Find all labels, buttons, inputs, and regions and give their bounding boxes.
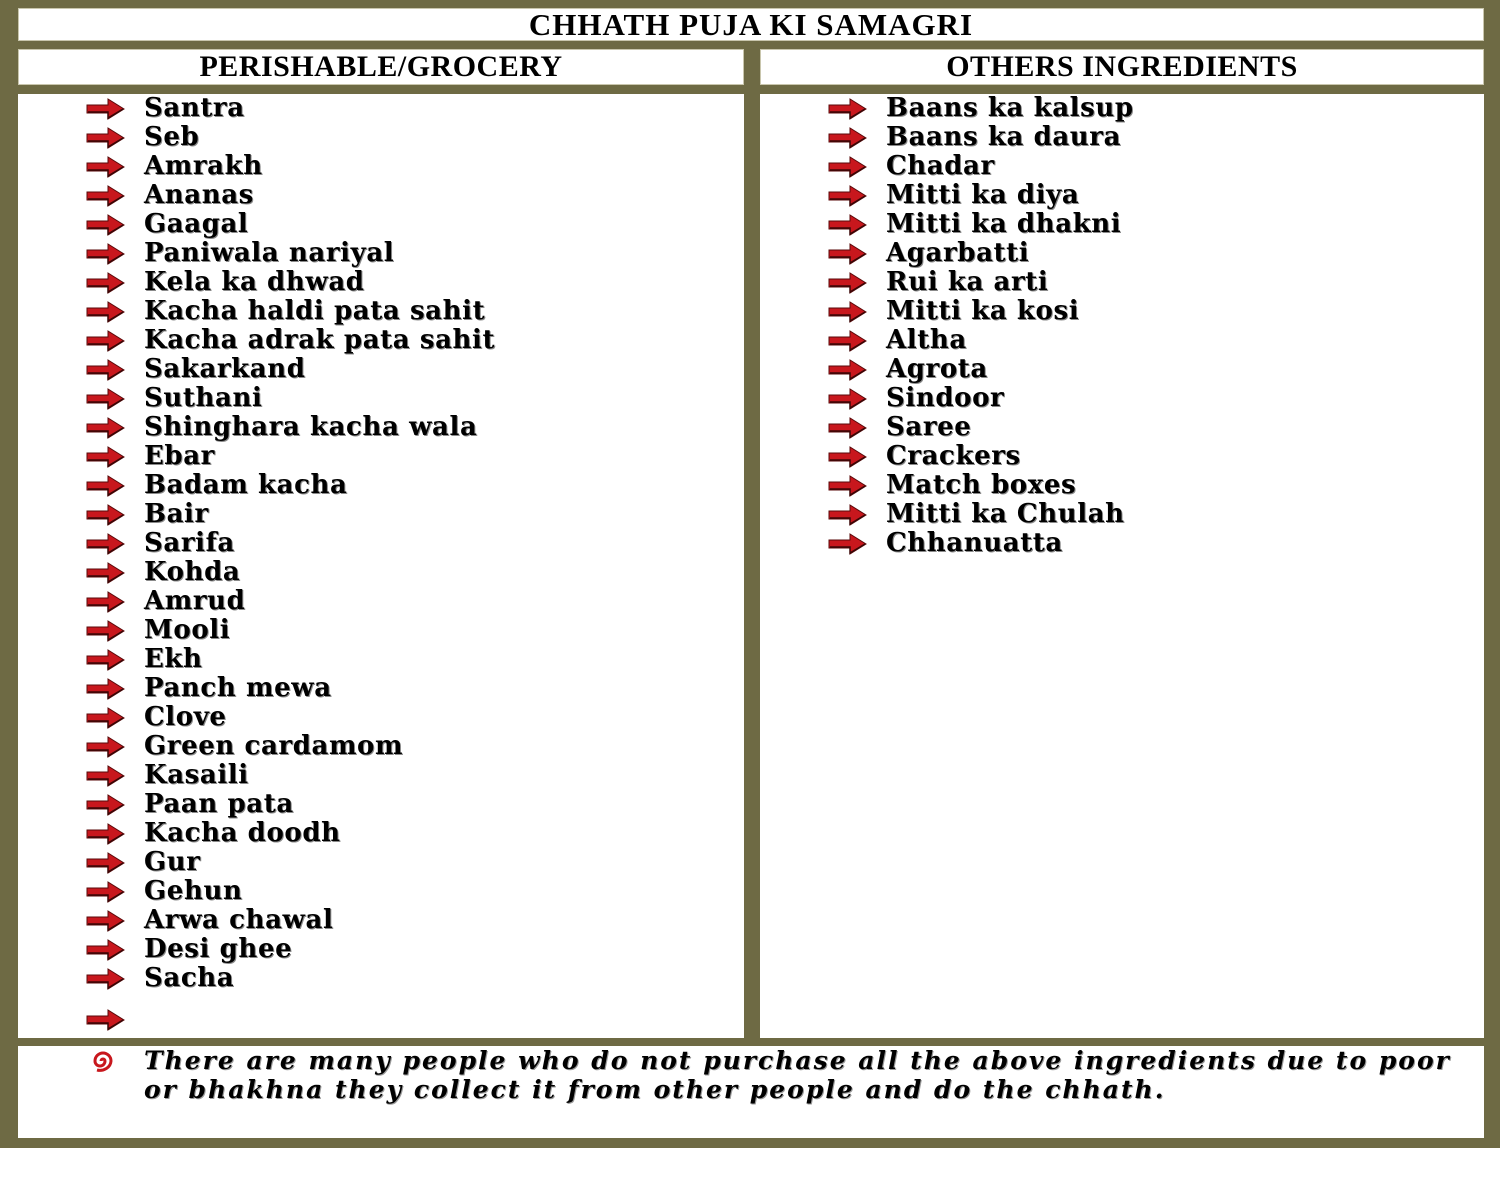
list-item-label: Agrota [886,354,988,384]
list-item-label: Ebar [144,441,215,471]
list-item-label: Seb [144,122,200,152]
red-arrow-icon [86,504,126,526]
red-arrow-icon [86,330,126,352]
list-item-label: Sarifa [144,528,235,558]
list-item-label: Mitti ka diya [886,180,1080,210]
list-item [828,239,1134,268]
red-arrow-icon [86,678,126,700]
list-item [86,384,495,413]
red-arrow-icon [828,185,868,207]
list-item-label: Kacha haldi pata sahit [144,296,486,326]
list-item-label: Kohda [144,557,241,587]
list-item-label: Ekh [144,644,203,674]
page-title: CHHATH PUJA KI SAMAGRI [528,7,974,42]
list-item [86,790,495,819]
others-list-cell [760,94,1484,1038]
list-item-label: Rui ka arti [886,267,1049,297]
red-arrow-icon [86,301,126,323]
list-item-label: Suthani [144,383,263,413]
list-item [828,355,1134,384]
list-item-label: Mitti ka dhakni [886,209,1122,239]
list-item [86,442,495,471]
list-item-label: Kacha adrak pata sahit [144,325,496,355]
list-item [86,210,495,239]
list-item-label: Mitti ka kosi [886,296,1080,326]
list-item-label: Altha [886,325,967,355]
list-item-label: Santra [144,93,245,123]
list-item-label: Green cardamom [144,731,404,761]
list-item [828,529,1134,558]
red-arrow-icon [828,98,868,120]
list-item [86,529,495,558]
red-arrow-icon [828,330,868,352]
list-item-label: Crackers [886,441,1021,471]
red-arrow-icon [828,359,868,381]
list-item-label: Mitti ka Chulah [886,499,1125,529]
list-item [86,761,495,790]
red-arrow-icon [86,649,126,671]
list-item [828,210,1134,239]
red-arrow-icon [828,533,868,555]
list-item-label: Chhanuatta [886,528,1063,558]
list-item-label: Agarbatti [886,238,1030,268]
list-item [86,877,495,906]
red-arrow-icon [86,939,126,961]
red-arrow-icon [86,562,126,584]
list-item [86,500,495,529]
perishable-header: PERISHABLE/GROCERY [199,50,563,83]
list-item [828,181,1134,210]
red-arrow-icon [86,620,126,642]
list-item [86,848,495,877]
list-item-label: Kasaili [144,760,249,790]
red-swirl-icon [86,1048,120,1074]
list-item [86,355,495,384]
list-item-label: Baans ka daura [886,122,1122,152]
red-arrow-icon [86,591,126,613]
red-arrow-icon [86,794,126,816]
list-item-label: Panch mewa [144,673,332,703]
red-arrow-icon [86,272,126,294]
list-item [828,442,1134,471]
list-item [86,297,495,326]
list-item-label: Desi ghee [144,934,293,964]
list-item [86,674,495,703]
list-item-label: Saree [886,412,972,442]
red-arrow-icon [86,852,126,874]
list-item [828,123,1134,152]
red-arrow-icon [86,707,126,729]
list-item-label: Match boxes [886,470,1077,500]
red-arrow-icon [828,156,868,178]
list-item-label: Baans ka kalsup [886,93,1134,123]
others-header: OTHERS INGREDIENTS [946,50,1298,83]
list-item [86,964,495,993]
red-arrow-icon [828,388,868,410]
red-arrow-icon [828,243,868,265]
list-item-label: Badam kacha [144,470,348,500]
list-item [828,326,1134,355]
red-arrow-icon [828,475,868,497]
list-item [828,500,1134,529]
list-item-label: Amrakh [144,151,263,181]
list-item-label: Amrud [144,586,246,616]
red-arrow-icon [828,446,868,468]
red-arrow-icon [86,968,126,990]
list-item-label: Paan pata [144,789,294,819]
red-arrow-icon [86,214,126,236]
list-item-label: Shinghara kacha wala [144,412,478,442]
list-item [86,471,495,500]
list-item [86,239,495,268]
list-item-label: Kacha doodh [144,818,341,848]
list-item [828,297,1134,326]
list-item [86,152,495,181]
list-item [86,703,495,732]
red-arrow-icon [86,533,126,555]
red-arrow-icon [86,446,126,468]
list-item [86,94,495,123]
others-header-cell [760,49,1484,85]
list-item [828,268,1134,297]
red-arrow-icon [86,98,126,120]
note-cell [18,1046,1484,1138]
list-item [828,94,1134,123]
perishable-header-cell [18,49,744,85]
perishable-list [86,94,495,993]
list-item-label: Gur [144,847,201,877]
others-list [828,94,1134,558]
list-item-label: Mooli [144,615,231,645]
red-arrow-icon [828,417,868,439]
red-arrow-icon [828,272,868,294]
list-item [86,181,495,210]
red-arrow-icon [828,301,868,323]
list-item [828,471,1134,500]
red-arrow-icon [86,127,126,149]
red-arrow-icon [86,1009,126,1031]
red-arrow-icon [86,881,126,903]
red-arrow-icon [86,359,126,381]
list-item-label: Kela ka dhwad [144,267,365,297]
list-item-label: Gehun [144,876,243,906]
red-arrow-icon [86,417,126,439]
list-item [86,268,495,297]
red-arrow-icon [86,823,126,845]
list-item-label: Sakarkand [144,354,306,384]
red-arrow-icon [86,736,126,758]
list-item [86,558,495,587]
list-item-label: Sacha [144,963,235,993]
list-item [828,413,1134,442]
list-item-label: Arwa chawal [144,905,334,935]
red-arrow-icon [86,243,126,265]
red-arrow-icon [828,127,868,149]
list-item-label: Bair [144,499,209,529]
perishable-list-cell [18,94,744,1038]
list-item [86,645,495,674]
list-item [86,935,495,964]
list-item-label: Gaagal [144,209,249,239]
list-item [86,819,495,848]
list-item [86,906,495,935]
list-item [86,413,495,442]
note-text: There are many people who do not purchase all the above ingredients due to poor or bhakhna they collect it from other people and do the chhath. [144,1046,1451,1104]
red-arrow-icon [828,214,868,236]
list-item-label: Sindoor [886,383,1005,413]
red-arrow-icon [86,910,126,932]
red-arrow-icon [86,475,126,497]
list-item-label: Paniwala nariyal [144,238,395,268]
red-arrow-icon [86,388,126,410]
list-item-label: Ananas [144,180,254,210]
red-arrow-icon [86,185,126,207]
red-arrow-icon [86,156,126,178]
list-item [828,152,1134,181]
list-item [86,616,495,645]
list-item [86,326,495,355]
list-item [86,123,495,152]
list-item [828,384,1134,413]
red-arrow-icon [86,765,126,787]
list-item [86,587,495,616]
list-item [86,732,495,761]
list-item-label: Chadar [886,151,995,181]
title-cell [18,8,1484,41]
red-arrow-icon [828,504,868,526]
list-item-label: Clove [144,702,227,732]
